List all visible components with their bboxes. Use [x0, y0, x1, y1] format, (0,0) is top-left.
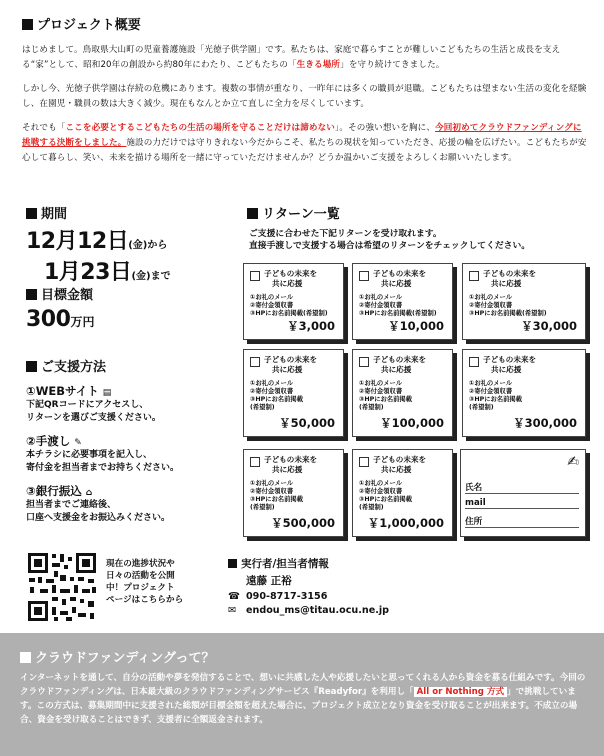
- return-card[interactable]: [243, 449, 344, 537]
- period-section: [26, 203, 236, 286]
- form-name-row[interactable]: 氏名: [465, 481, 579, 494]
- return-benefit: (希望制): [359, 504, 384, 511]
- return-checkbox[interactable]: [250, 357, 260, 367]
- methods-heading: ご支援方法: [26, 356, 236, 375]
- return-benefit: ②寄付金領収書: [469, 388, 513, 395]
- return-title: 子どもの未来を 共に応援: [483, 355, 537, 374]
- return-price: ￥30,000: [521, 319, 577, 333]
- return-price: ￥10,000: [388, 319, 444, 333]
- return-checkbox[interactable]: [359, 357, 369, 367]
- return-price: ￥300,000: [513, 416, 577, 430]
- return-benefit: (希望制): [250, 504, 275, 511]
- overview-paragraph-2: しかし今、光徳子供学園は存続の危機にあります。複数の事情が重なり、一昨年には多くの職員が退職。こどもたちは望まない生活の変化を経験し、在園児・職員の数は大きく減少。現在もなんとか立て直しに全力を尽くしています。: [22, 84, 587, 109]
- overview-section: [22, 14, 588, 166]
- return-card[interactable]: [352, 449, 453, 537]
- return-checkbox[interactable]: [250, 457, 260, 467]
- qr-code[interactable]: [26, 551, 98, 623]
- pencil-note-icon: ✍: [567, 454, 579, 470]
- return-card[interactable]: [352, 349, 453, 437]
- contact-name: 遠藤 正裕: [246, 575, 292, 587]
- return-title: 子どもの未来を 共に応援: [373, 355, 427, 374]
- period-end: 1月23日(金)まで: [44, 260, 171, 285]
- return-benefit: ②寄付金領収書: [359, 302, 403, 309]
- goal-heading: 目標金額: [26, 284, 94, 303]
- return-card[interactable]: [462, 263, 586, 340]
- return-card[interactable]: [243, 349, 344, 437]
- period-start: 12月12日(金)から: [26, 229, 168, 254]
- return-benefits: [469, 380, 522, 412]
- returns-heading: リターン一覧: [247, 203, 592, 222]
- mail-icon: ✉: [228, 605, 237, 616]
- phone-icon: ☎: [228, 591, 240, 602]
- return-benefit: ①お礼のメール: [359, 480, 402, 487]
- return-benefit: ③HPにお名前掲載: [469, 396, 522, 403]
- return-benefits: [359, 294, 437, 318]
- form-mail-row[interactable]: mail: [465, 498, 579, 509]
- overview-paragraph-3: それでも「ここを必要とするこどもたちの生活の場所を守ることだけは諦めない」。その強い想いを胸に、今回初めてクラウドファンディングに挑戦する決断をしました。施設の力だけでは守りきれない今だからこそ、私たちの現状を知っていただき、応援の輪を広げたい。こどもたちが安心して暮らし、笑い、未来を描ける場所を一緒に守っていただけませんか？どうか温かいご支援をよろしくお願いいたします。: [22, 123, 587, 163]
- return-checkbox[interactable]: [250, 271, 260, 281]
- return-checkbox[interactable]: [469, 357, 479, 367]
- contact-phone: ☎ 090-8717-3156: [228, 591, 328, 602]
- overview-paragraph-1: はじめまして。鳥取県大山町の児童養護施設「光徳子供学園」です。私たちは、家庭で暮らすことが難しいこどもたちの生活と成長を支える“家”として、昭和20年の創設から約80年にわたり、こどもたちの「生きる場所」を守り続けてきました。: [22, 45, 561, 70]
- returns-intro: ご支援に合わせた下記リターンを受け取れます。 直接手渡しで支援する場合は希望のリターンをチェックしてください。: [249, 229, 531, 251]
- return-benefit: ①お礼のメール: [250, 294, 293, 301]
- web-icon: ▤: [102, 388, 112, 398]
- return-benefit: ③HPにお名前掲載: [359, 496, 412, 503]
- return-benefit: ①お礼のメール: [469, 380, 512, 387]
- return-benefit: ②寄付金領収書: [359, 488, 403, 495]
- return-title: 子どもの未来を 共に応援: [264, 355, 318, 374]
- return-benefit: ②寄付金領収書: [250, 488, 294, 495]
- crowdfunding-heading: クラウドファンディングって？: [20, 647, 215, 666]
- return-benefit: ②寄付金領収書: [469, 302, 513, 309]
- return-benefits: [250, 480, 303, 512]
- qr-note: 現在の進捗状況や 日々の活動を公開 中！プロジェクト ページはこちらから: [106, 559, 184, 605]
- return-title: 子どもの未来を 共に応援: [264, 269, 318, 288]
- method-bank: ③銀行振込 ⌂ 担当者までご連絡後、 口座へ支援金をお振込みください。: [26, 484, 171, 523]
- return-checkbox[interactable]: [359, 457, 369, 467]
- return-price: ￥3,000: [287, 319, 335, 333]
- crowdfunding-section: [0, 633, 604, 756]
- return-price: ￥50,000: [279, 416, 335, 430]
- method-handover: ②手渡し ✎ 本チラシに必要事項を記入し、 寄付金を担当者までお持ちください。: [26, 434, 180, 473]
- period-heading: 期間: [26, 203, 236, 222]
- pen-icon: ✎: [74, 438, 82, 448]
- return-benefits: [359, 480, 412, 512]
- contact-email: ✉ endou_ms@titau.ocu.ne.jp: [228, 605, 390, 616]
- return-benefits: [469, 294, 547, 318]
- return-card[interactable]: [352, 263, 453, 340]
- return-benefit: (希望制): [359, 404, 384, 411]
- goal-section: [26, 284, 94, 332]
- return-benefit: (希望制): [250, 404, 275, 411]
- return-benefit: ③HPにお名前掲載: [359, 396, 412, 403]
- return-benefit: ①お礼のメール: [469, 294, 512, 301]
- goal-amount: 300万円: [26, 307, 95, 332]
- return-benefit: ②寄付金領収書: [250, 388, 294, 395]
- return-benefit: ③HPにお名前掲載(希望制): [469, 310, 547, 317]
- crowdfunding-paragraph: インターネットを通して、自分の活動や夢を発信することで、想いに共感した人や応援したいと思ってくれる人から資金を募る仕組みです。今回のクラウドファンディングは、日本最大級のクラウドファンディングサービス『Readyfor』を利用し「 All or Nothing 方式 」で挑戦しています。この方式は、募集期間中に支援された総額が目標金額を超えた場合に、プロジェクト成立となり資金を受け取ることが出来ます。不成立の場合、資金を受け取ることはできず、支援者に全額返金されます。: [20, 673, 586, 725]
- return-benefit: (希望制): [469, 404, 494, 411]
- method-web: ①WEBサイト ▤ 下記QRコードにアクセスし、 リターンを選びご支援ください。: [26, 384, 161, 423]
- return-benefits: [359, 380, 412, 412]
- return-benefit: ③HPにお名前掲載: [250, 496, 303, 503]
- return-benefit: ②寄付金領収書: [359, 388, 403, 395]
- return-title: 子どもの未来を 共に応援: [264, 455, 318, 474]
- return-benefit: ③HPにお名前掲載(希望制): [250, 310, 328, 317]
- return-title: 子どもの未来を 共に応援: [373, 455, 427, 474]
- methods-section: [26, 356, 236, 525]
- return-price: ￥500,000: [271, 516, 335, 530]
- returns-section: [247, 203, 592, 252]
- return-price: ￥1,000,000: [367, 516, 444, 530]
- return-card[interactable]: [243, 263, 344, 340]
- return-title: 子どもの未来を 共に応援: [373, 269, 427, 288]
- overview-heading: プロジェクト概要: [22, 14, 588, 33]
- return-benefit: ③HPにお名前掲載: [250, 396, 303, 403]
- return-benefits: [250, 380, 303, 412]
- return-benefit: ①お礼のメール: [250, 380, 293, 387]
- return-benefit: ③HPにお名前掲載(希望制): [359, 310, 437, 317]
- form-address-row[interactable]: 住所: [465, 515, 579, 528]
- return-benefit: ①お礼のメール: [359, 294, 402, 301]
- return-title: 子どもの未来を 共に応援: [483, 269, 537, 288]
- return-price: ￥100,000: [380, 416, 444, 430]
- contact-section: [228, 556, 588, 616]
- return-checkbox[interactable]: [359, 271, 369, 281]
- return-benefit: ①お礼のメール: [250, 480, 293, 487]
- return-card[interactable]: [462, 349, 586, 437]
- return-benefits: [250, 294, 328, 318]
- return-benefit: ②寄付金領収書: [250, 302, 294, 309]
- contact-form-card: [460, 449, 586, 537]
- return-checkbox[interactable]: [469, 271, 479, 281]
- return-benefit: ①お礼のメール: [359, 380, 402, 387]
- contact-heading: 実行者/担当者情報: [228, 556, 588, 571]
- bank-icon: ⌂: [85, 488, 93, 498]
